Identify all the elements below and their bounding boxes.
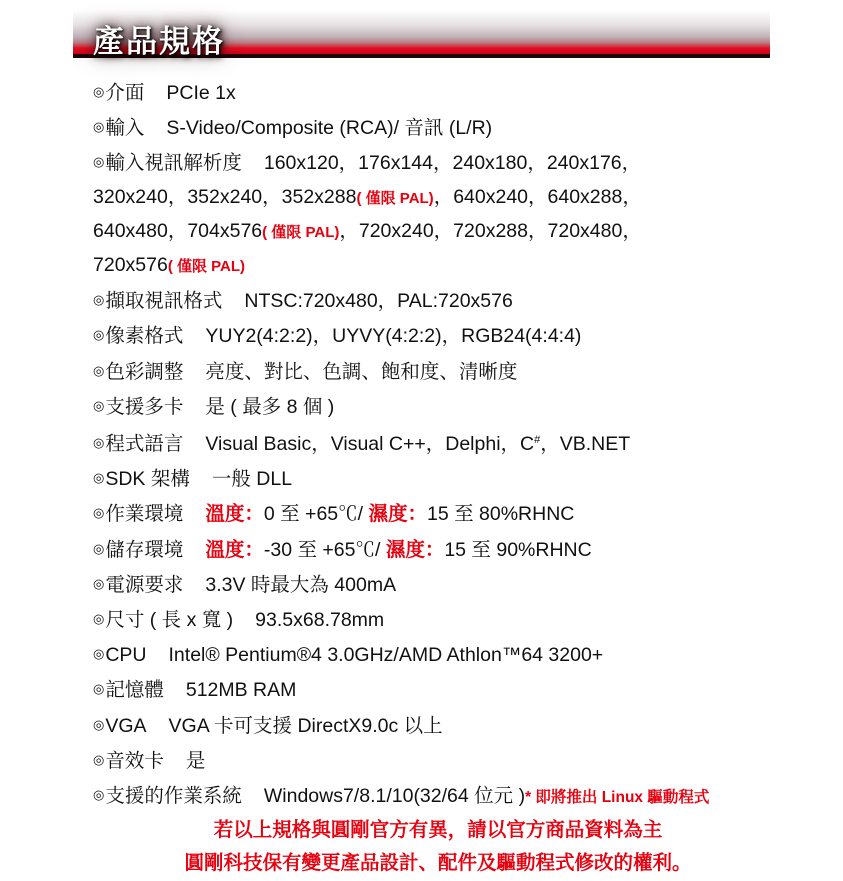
spec-row xyxy=(93,424,783,461)
spec-row xyxy=(93,567,783,602)
spec-value-segment: 93.5x68.78mm xyxy=(255,609,385,632)
spec-row xyxy=(93,75,783,110)
spec-label: 儲存環境 xyxy=(105,538,184,561)
spec-row xyxy=(93,354,783,389)
bullseye-bullet-icon: ◎ xyxy=(93,435,105,451)
spec-value xyxy=(166,82,235,104)
spec-row xyxy=(93,318,783,353)
spec-value-segment: 3.3V 時最大為 400mA xyxy=(205,573,397,596)
spec-value-segment-sup: # xyxy=(534,434,541,447)
spec-value-segment: 160x120，176x144，240x180，240x176， xyxy=(263,152,642,175)
bullseye-bullet-icon: ◎ xyxy=(93,611,105,627)
spec-value xyxy=(264,785,710,807)
spec-value xyxy=(166,117,492,139)
spec-value-segment: 512MB RAM xyxy=(185,679,297,702)
bullseye-bullet-icon: ◎ xyxy=(93,362,105,378)
spec-value-segment-pal: ( 僅限 PAL) xyxy=(167,258,246,276)
spec-label: 作業環境 xyxy=(105,503,184,526)
spec-label: 電源要求 xyxy=(105,573,184,596)
bullseye-bullet-icon: ◎ xyxy=(93,540,105,556)
spec-row xyxy=(93,461,783,496)
spec-value-segment: YUY2(4:2:2)，UYVY(4:2:2)，RGB24(4:4:4) xyxy=(205,325,582,348)
spec-value xyxy=(205,433,630,455)
spec-row xyxy=(93,496,783,531)
bullseye-bullet-icon: ◎ xyxy=(93,154,105,170)
spec-label: 擷取視訊格式 xyxy=(105,290,223,313)
spec-row xyxy=(93,389,783,424)
spec-value xyxy=(205,574,396,596)
bullseye-bullet-icon: ◎ xyxy=(93,751,105,767)
spec-row xyxy=(93,743,783,778)
spec-value-segment: Windows7/8.1/10(32/64 位元 ) xyxy=(263,785,526,808)
spec-label: 介面 xyxy=(105,82,145,104)
spec-value-segment: ，VB.NET xyxy=(540,433,631,456)
spec-row xyxy=(93,778,783,814)
section-header-banner xyxy=(73,9,770,58)
bullseye-bullet-icon: ◎ xyxy=(93,119,105,135)
spec-row xyxy=(93,110,783,145)
bullseye-bullet-icon: ◎ xyxy=(93,84,105,99)
spec-value xyxy=(212,468,292,490)
spec-label: VGA xyxy=(105,714,147,737)
spec-value xyxy=(205,503,574,525)
spec-label: 尺寸 ( 長 x 寬 ) xyxy=(105,609,234,632)
spec-value xyxy=(186,750,206,772)
spec-label: 色彩調整 xyxy=(105,360,184,383)
bullseye-bullet-icon: ◎ xyxy=(93,646,105,662)
disclaimer xyxy=(93,814,783,880)
bullseye-bullet-icon: ◎ xyxy=(93,681,105,697)
spec-value xyxy=(186,679,297,701)
spec-value-segment: 0 至 +65℃/ xyxy=(263,503,369,526)
spec-row xyxy=(93,672,783,707)
spec-value xyxy=(205,361,517,383)
spec-value-segment: VGA 卡可支援 DirectX9.0c 以上 xyxy=(168,714,443,737)
spec-value-segment: NTSC:720x480，PAL:720x576 xyxy=(244,290,513,313)
spec-value-segment: 640x480，704x576 xyxy=(93,219,263,242)
spec-value-segment: 15 至 80%RHNC xyxy=(426,503,575,526)
spec-value-segment: 720x576 xyxy=(93,254,168,277)
spec-label: 音效卡 xyxy=(105,749,164,772)
spec-label: 程式語言 xyxy=(105,433,184,456)
bullseye-bullet-icon: ◎ xyxy=(93,505,105,521)
spec-value-segment: -30 至 +65℃/ xyxy=(263,538,386,561)
spec-rows-container xyxy=(93,75,783,814)
bullseye-bullet-icon: ◎ xyxy=(93,575,105,591)
bullseye-bullet-icon: ◎ xyxy=(93,292,105,308)
spec-value xyxy=(205,539,591,561)
spec-value-segment: 是 ( 最多 8 個 ) xyxy=(205,395,335,418)
spec-value-segment: 320x240，352x240，352x288 xyxy=(93,185,357,208)
spec-value-segment: ，640x240，640x288， xyxy=(433,185,642,208)
spec-value xyxy=(169,715,443,737)
spec-label: 支援多卡 xyxy=(105,395,184,418)
spec-value xyxy=(169,644,604,666)
spec-label: 像素格式 xyxy=(105,325,184,348)
spec-value-segment: 一般 DLL xyxy=(211,468,293,491)
spec-value-segment-pal: ( 僅限 PAL) xyxy=(262,223,340,241)
spec-value-segment: Intel® Pentium®4 3.0GHz/AMD Athlon™64 3200+ xyxy=(168,644,604,667)
spec-value xyxy=(205,396,334,418)
spec-value-segment-pal: ( 僅限 PAL) xyxy=(356,189,434,207)
bullseye-bullet-icon: ◎ xyxy=(93,787,105,803)
spec-row xyxy=(93,283,783,318)
spec-label: 輸入 xyxy=(105,117,145,140)
bullseye-bullet-icon: ◎ xyxy=(93,470,105,486)
spec-label: 記憶體 xyxy=(105,679,164,702)
spec-label: SDK 架構 xyxy=(105,468,190,491)
spec-row xyxy=(93,532,783,567)
spec-row xyxy=(93,602,783,637)
spec-list xyxy=(93,75,783,881)
spec-row xyxy=(93,145,783,283)
spec-value-segment-note: * 即將推出 Linux 驅動程式 xyxy=(525,789,710,807)
spec-value-segment: PCIe 1x xyxy=(166,82,236,104)
spec-value-segment-red: 濕度： xyxy=(385,538,445,561)
bullseye-bullet-icon: ◎ xyxy=(93,327,105,343)
spec-value-segment: 是 xyxy=(185,749,206,772)
spec-value-segment-red: 溫度： xyxy=(205,538,264,561)
spec-value-segment: 亮度、對比、色調、飽和度、清晰度 xyxy=(205,360,518,383)
spec-value xyxy=(205,325,581,347)
spec-row xyxy=(93,708,783,743)
spec-value-segment: 15 至 90%RHNC xyxy=(444,538,592,561)
bullseye-bullet-icon: ◎ xyxy=(93,397,105,413)
spec-label: 輸入視訊解析度 xyxy=(105,152,242,175)
spec-value-segment-red: 濕度： xyxy=(368,503,427,526)
spec-value xyxy=(244,290,512,312)
spec-label: CPU xyxy=(105,644,147,667)
spec-value xyxy=(255,609,384,631)
spec-value-segment: S-Video/Composite (RCA)/ 音訊 (L/R) xyxy=(166,117,493,140)
page-title: 產品規格 xyxy=(93,24,225,59)
bullseye-bullet-icon: ◎ xyxy=(93,716,105,732)
spec-value-segment-red: 溫度： xyxy=(205,503,264,526)
spec-row xyxy=(93,637,783,672)
disclaimer-line-2: 圓剛科技保有變更產品設計、配件及驅動程式修改的權利。 xyxy=(184,852,692,875)
spec-value-segment: ，720x240，720x288，720x480， xyxy=(339,219,642,242)
spec-value-segment: Visual Basic，Visual C++，Delphi，C xyxy=(205,433,535,456)
spec-label: 支援的作業系統 xyxy=(105,785,242,808)
disclaimer-line-1: 若以上規格與圓剛官方有異，請以官方商品資料為主 xyxy=(213,819,663,842)
